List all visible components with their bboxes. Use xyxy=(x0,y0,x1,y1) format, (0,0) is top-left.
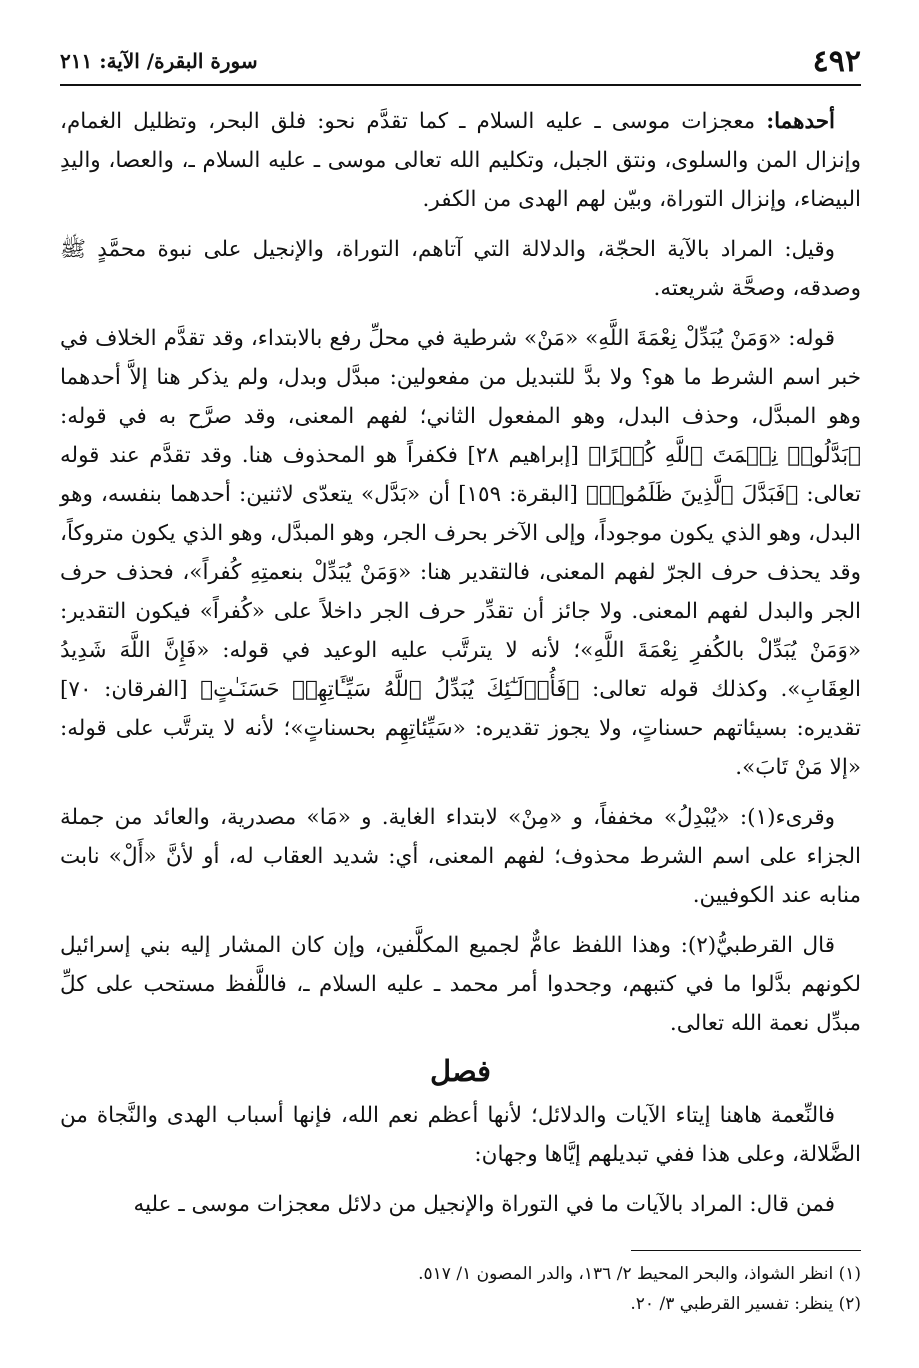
paragraph xyxy=(60,798,861,915)
paragraph-text: فمن قال: المراد بالآيات ما في التوراة والإنجيل من دلائل معجزات موسى ـ عليه xyxy=(133,1192,835,1217)
footnote-divider xyxy=(631,1250,861,1251)
paragraph-text: قال القرطبيُّ(٢): وهذا اللفظ عامٌّ لجميع المكلَّفين، وإن كان المشار إليه بني إسرائيل لكونهم بدَّلوا ما في كتبهم، وجحدوا أمر محمد ـ عليه السلام ـ، فاللَّفظ مستحب على كلِّ مبدِّل نعمة الله تعالى. xyxy=(60,933,861,1036)
paragraph-lead: أحدهما: xyxy=(766,109,835,134)
paragraph-text: معجزات موسى ـ عليه السلام ـ كما تقدَّم نحو: فلق البحر، وتظليل الغمام، وإنزال المن والسلوى، ونتق الجبل، وتكليم الله تعالى موسى ـ عليه السلام ـ، والعصا، واليدِ البيضاء، وإنزال التوراة، وبيّن لهم الهدى من الكفر. xyxy=(60,109,861,212)
paragraph-text: قوله: «وَمَنْ يُبَدِّلْ نِعْمَةَ اللَّهِ» «مَنْ» شرطية في محلِّ رفع بالابتداء، وقد تقدَّم الخلاف في خبر اسم الشرط ما هو؟ ولا بدَّ للتبديل من مفعولين: مبدَّل وبدل، ولم يذكر هنا إلاَّ أحدهما وهو المبدَّل، وحذف البدل، وهو المفعول الثاني؛ لفهم المعنى، وقد صرَّح به في قوله: ﴿بَدَّلُوا۟ نِعۡمَتَ ٱللَّهِ كُفۡرًا﴾ [إبراهيم ٢٨] فكفراً هو المحذوف هنا. وقد تقدَّم عند قوله تعالى: ﴿فَبَدَّلَ ٱلَّذِينَ ظَلَمُوا۟﴾ [البقرة: ١٥٩] أن «بَدَّل» يتعدّى لاثنين: أحدهما بنفسه، وهو البدل، وهو الذي يكون موجوداً، وإلى الآخر بحرف الجر، وهو المبدَّل، وهو الذي يكون متروكاً، وقد يحذف حرف الجرّ لفهم المعنى، فالتقدير هنا: «وَمَنْ يُبَدِّلْ بنعمتِهِ كُفراً»، فحذف حرف الجر والبدل لفهم المعنى. ولا جائز أن تقدِّر حرف الجر داخلاً على «كُفراً» فيكون التقدير: «وَمَنْ يُبَدِّلْ بالكُفرِ نِعْمَةَ اللَّهِ»؛ لأنه لا يترتَّب عليه الوعيد في قوله: «فَإِنَّ اللَّهَ شَدِيدُ العِقَابِ». وكذلك قوله تعالى: ﴿فَأُو۟لَـٰٓئِكَ يُبَدِّلُ ٱللَّهُ سَيِّـَٔاتِهِمۡ حَسَنَـٰتٍ﴾ [الفرقان: ٧٠] تقديره: بسيئاتهم حسناتٍ، ولا يجوز تقديره: «سَيِّئاتِهِم بحسناتٍ»؛ لأنه لا يترتَّب على قوله: «إلا مَنْ تَابَ». xyxy=(60,326,862,780)
paragraph-text: وقيل: المراد بالآية الحجّة، والدلالة التي آتاهم، التوراة، والإنجيل على نبوة محمَّدٍ ﷺ وصدقه، وصحَّة شريعته. xyxy=(60,237,861,301)
section-heading: فصل xyxy=(430,1054,491,1088)
footnote: (١) انظر الشواذ، والبحر المحيط ٢/ ١٣٦، والدر المصون ١/ ٥١٧. xyxy=(418,1264,861,1284)
paragraph-text: فالنِّعمة هاهنا إيتاء الآيات والدلائل؛ لأنها أعظم نعم الله، فإنها أسباب الهدى والنَّجاة من الضَّلالة، وعلى هذا ففي تبديلهم إيَّاها وجهان: xyxy=(60,1103,861,1167)
footnote: (٢) ينظر: تفسير القرطبي ٣/ ٢٠. xyxy=(630,1294,861,1314)
paragraph xyxy=(60,102,861,219)
paragraph xyxy=(60,230,861,308)
paragraph-text: وقرىء(١): «يُبْدِلُ» مخففاً، و «مِنْ» لابتداء الغاية. و «مَا» مصدرية، والعائد من جملة الجزاء على اسم الشرط محذوف؛ لفهم المعنى، أي: شديد العقاب له، أو لأنَّ «أَلْ» نابت منابه عند الكوفيين. xyxy=(60,805,861,908)
paragraph xyxy=(60,1185,861,1224)
paragraph xyxy=(60,319,861,787)
footnotes xyxy=(60,1259,861,1319)
running-header xyxy=(60,38,861,86)
surah-verse-title: سورة البقرة/ الآية: ٢١١ xyxy=(60,49,258,73)
main-text xyxy=(60,102,861,1224)
paragraph xyxy=(60,926,861,1043)
paragraph xyxy=(60,1096,861,1174)
page-number: ٤٩٢ xyxy=(812,43,861,79)
